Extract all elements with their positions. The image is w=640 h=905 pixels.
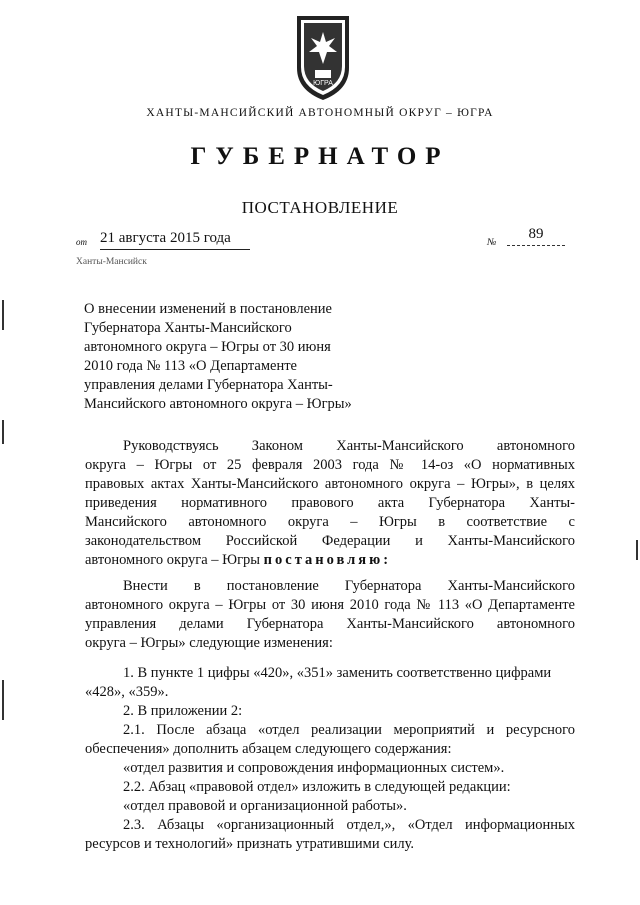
text-line: автономного округа – Югры от 30 июня 2010 года № 113 «О Департаменте (85, 597, 575, 613)
scan-edge-mark (2, 680, 4, 720)
text-line (85, 551, 575, 570)
scan-edge-mark (2, 420, 4, 444)
intro-paragraph (85, 577, 575, 653)
document-type: ПОСТАНОВЛЕНИЕ (241, 198, 399, 217)
item-2-2: 2.2. Абзац «правовой отдел» изложить в следующей редакции: (123, 779, 511, 795)
city-stamp: Ханты-Мансийск (76, 257, 147, 267)
text-line: управления делами Губернатора Ханты-Мансийского автономного (85, 616, 575, 632)
item-2-1-quote: «отдел развития и сопровождения информационных систем». (123, 760, 505, 776)
item-1-line: «428», «359». (85, 684, 169, 700)
date-prefix: от (76, 237, 87, 247)
text-line: Руководствуясь Законом Ханты-Мансийского автономного (123, 438, 575, 454)
item-2: 2. В приложении 2: (123, 703, 243, 719)
text-line: правовых актах Ханты-Мансийского автономного округа – Югры», в целях (85, 476, 575, 492)
title-line: автономного округа – Югры от 30 июня (84, 339, 331, 355)
text-line: округа – Югры от 25 февраля 2003 года № 14-оз «О нормативных (85, 457, 575, 473)
title-line: О внесении изменений в постановление (84, 301, 332, 317)
scan-edge-mark (636, 540, 638, 560)
item-2-3-line: 2.3. Абзацы «организационный отдел,», «Отдел информационных (123, 817, 575, 833)
preamble-paragraph (85, 437, 575, 570)
coat-of-arms-emblem (291, 12, 355, 104)
item-2-3-line: ресурсов и технологий» признать утратившими силу. (85, 836, 415, 852)
scan-edge-mark (2, 300, 4, 330)
item-2-1-line: 2.1. После абзаца «отдел реализации мероприятий и ресурсного (123, 722, 575, 738)
emblem-text: ЮГРА (313, 80, 333, 87)
title-line: Мансийского автономного округа – Югры» (84, 396, 352, 412)
region-name: ХАНТЫ-МАНСИЙСКИЙ АВТОНОМНЫЙ ОКРУГ – ЮГРА (146, 107, 494, 119)
text-line: округа – Югры» следующие изменения: (85, 635, 333, 651)
text-line: Мансийского автономного округа – Югры в соответствие с (85, 514, 575, 530)
item-2-2-quote: «отдел правовой и организационной работы». (123, 798, 407, 814)
document-title (84, 300, 384, 414)
item-1-line: 1. В пункте 1 цифры «420», «351» заменить соответственно цифрами (123, 665, 552, 681)
decree-word: постановляю: (263, 552, 392, 568)
document-number: 89 (507, 226, 565, 246)
title-line: 2010 года № 113 «О Департаменте (84, 358, 297, 374)
title-line: Губернатора Ханты-Мансийского (84, 320, 292, 336)
amendment-items (85, 664, 575, 854)
text-line: законодательством Российской Федерации и Ханты-Мансийского (85, 533, 575, 549)
governor-heading: ГУБЕРНАТОР (190, 143, 450, 170)
document-date: 21 августа 2015 года (100, 230, 250, 250)
item-2-1-line: обеспечения» дополнить абзацем следующего содержания: (85, 741, 452, 757)
text-line: приведения нормативного правового акта Губернатора Ханты- (85, 495, 575, 511)
number-prefix: № (487, 237, 497, 248)
title-line: управления делами Губернатора Ханты- (84, 377, 333, 393)
text-fragment: автономного округа – Югры (85, 552, 261, 568)
text-line: Внести в постановление Губернатора Ханты-Мансийского (123, 578, 575, 594)
